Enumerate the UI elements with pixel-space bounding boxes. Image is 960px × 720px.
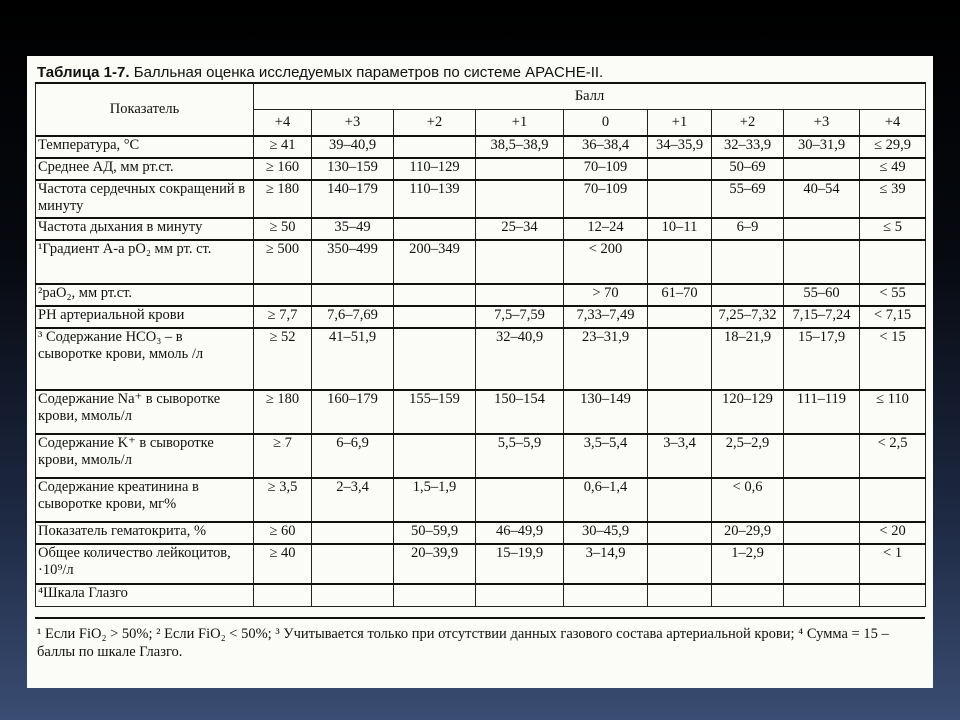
score-cell	[394, 218, 476, 240]
score-cell	[860, 584, 926, 606]
score-cell: 15–19,9	[476, 544, 564, 584]
score-cell: 25–34	[476, 218, 564, 240]
row-label: Содержание креатинина в сыворотке крови, мг%	[36, 478, 254, 522]
score-cell	[784, 584, 860, 606]
score-cell	[648, 328, 712, 390]
score-cell: 3–3,4	[648, 434, 712, 478]
score-cell	[476, 240, 564, 284]
score-cell: 36–38,4	[564, 136, 648, 158]
score-cell: ≥ 500	[254, 240, 312, 284]
score-cell: 120–129	[712, 390, 784, 434]
score-cell: 32–33,9	[712, 136, 784, 158]
score-cell: 30–45,9	[564, 522, 648, 544]
score-cell: < 15	[860, 328, 926, 390]
table-row	[36, 284, 926, 306]
score-cell: > 70	[564, 284, 648, 306]
score-cell	[394, 434, 476, 478]
row-label: Частота сердечных сокращений в минуту	[36, 180, 254, 218]
score-cell: < 55	[860, 284, 926, 306]
score-cell: 30–31,9	[784, 136, 860, 158]
score-col-header: +1	[476, 109, 564, 136]
score-cell: 50–69	[712, 158, 784, 180]
row-label: РН артериальной крови	[36, 306, 254, 328]
row-label: ⁴Шкала Глазго	[36, 584, 254, 606]
score-cell: ≥ 160	[254, 158, 312, 180]
score-cell	[784, 240, 860, 284]
apache-table	[35, 82, 926, 607]
score-cell: ≤ 39	[860, 180, 926, 218]
score-cell: 18–21,9	[712, 328, 784, 390]
row-label: ³ Содержание НСО₃ – в сыворотке крови, ммоль /л	[36, 328, 254, 390]
score-cell: 38,5–38,9	[476, 136, 564, 158]
score-cell: 1,5–1,9	[394, 478, 476, 522]
table-row	[36, 390, 926, 434]
score-cell: 70–109	[564, 180, 648, 218]
score-cell: 5,5–5,9	[476, 434, 564, 478]
score-cell	[312, 522, 394, 544]
score-cell: 34–35,9	[648, 136, 712, 158]
score-cell: 55–69	[712, 180, 784, 218]
score-cell: 70–109	[564, 158, 648, 180]
score-cell	[860, 240, 926, 284]
score-cell: 1–2,9	[712, 544, 784, 584]
score-cell: 61–70	[648, 284, 712, 306]
score-cell: 6–6,9	[312, 434, 394, 478]
score-cell	[476, 180, 564, 218]
score-cell	[784, 434, 860, 478]
score-cell: 20–39,9	[394, 544, 476, 584]
score-cell	[312, 284, 394, 306]
score-cell: 2–3,4	[312, 478, 394, 522]
table-row	[36, 544, 926, 584]
table-caption	[35, 56, 925, 82]
score-cell: 155–159	[394, 390, 476, 434]
score-cell: ≥ 7,7	[254, 306, 312, 328]
score-col-header: +4	[254, 109, 312, 136]
score-cell: 2,5–2,9	[712, 434, 784, 478]
score-cell: 12–24	[564, 218, 648, 240]
score-cell	[648, 478, 712, 522]
score-cell: 3,5–5,4	[564, 434, 648, 478]
row-label: Частота дыхания в минуту	[36, 218, 254, 240]
score-cell: ≥ 50	[254, 218, 312, 240]
score-cell	[648, 158, 712, 180]
score-cell: < 0,6	[712, 478, 784, 522]
score-header: Балл	[254, 83, 926, 109]
score-cell: 7,33–7,49	[564, 306, 648, 328]
score-cell	[476, 158, 564, 180]
score-cell: 7,15–7,24	[784, 306, 860, 328]
table-row	[36, 434, 926, 478]
score-cell: ≤ 5	[860, 218, 926, 240]
score-cell: ≤ 110	[860, 390, 926, 434]
row-label: Содержание K⁺ в сыворотке крови, ммоль/л	[36, 434, 254, 478]
table-row	[36, 158, 926, 180]
score-col-header: 0	[564, 109, 648, 136]
table-row	[36, 478, 926, 522]
table-footnotes: ¹ Если FiO₂ > 50%; ² Если FiO₂ < 50%; ³ Учитывается только при отсутствии данных газового состава артериальной крови; ⁴ Сумма = 15 – баллы по шкале Глазго.	[35, 617, 925, 661]
score-cell	[394, 306, 476, 328]
score-cell	[784, 218, 860, 240]
row-label: ¹Градиент А-а рО₂ мм рт. ст.	[36, 240, 254, 284]
score-cell: 6–9	[712, 218, 784, 240]
score-cell: ≥ 52	[254, 328, 312, 390]
score-cell	[476, 584, 564, 606]
row-label: Показатель гематокрита, %	[36, 522, 254, 544]
score-cell: 111–119	[784, 390, 860, 434]
score-cell: ≥ 180	[254, 180, 312, 218]
score-cell	[784, 522, 860, 544]
score-cell: 46–49,9	[476, 522, 564, 544]
score-cell	[712, 240, 784, 284]
score-cell	[712, 284, 784, 306]
score-col-header: +3	[312, 109, 394, 136]
score-cell: ≥ 60	[254, 522, 312, 544]
score-cell: 110–139	[394, 180, 476, 218]
row-label: Содержание Na⁺ в сыворотке крови, ммоль/л	[36, 390, 254, 434]
row-label: Среднее АД, мм рт.ст.	[36, 158, 254, 180]
score-cell: 150–154	[476, 390, 564, 434]
score-cell: 32–40,9	[476, 328, 564, 390]
score-cell: ≥ 41	[254, 136, 312, 158]
score-cell	[648, 522, 712, 544]
score-cell: < 2,5	[860, 434, 926, 478]
row-label: Общее количество лейкоцитов, ·10⁹/л	[36, 544, 254, 584]
score-cell	[648, 390, 712, 434]
caption-text: Балльная оценка исследуемых параметров по системе APACHE-II.	[133, 64, 604, 81]
score-cell: < 200	[564, 240, 648, 284]
score-cell: 0,6–1,4	[564, 478, 648, 522]
score-cell: ≥ 3,5	[254, 478, 312, 522]
score-cell: 41–51,9	[312, 328, 394, 390]
score-cell: 7,5–7,59	[476, 306, 564, 328]
row-label: ²раО₂, мм рт.ст.	[36, 284, 254, 306]
score-cell: 350–499	[312, 240, 394, 284]
score-cell	[784, 544, 860, 584]
score-cell: ≥ 7	[254, 434, 312, 478]
score-cell: 130–159	[312, 158, 394, 180]
score-cell	[476, 478, 564, 522]
score-col-header: +2	[394, 109, 476, 136]
score-cell: ≥ 180	[254, 390, 312, 434]
score-cell	[394, 136, 476, 158]
score-cell: 130–149	[564, 390, 648, 434]
score-cell: < 7,15	[860, 306, 926, 328]
score-cell: 35–49	[312, 218, 394, 240]
score-cell: 110–129	[394, 158, 476, 180]
table-row	[36, 240, 926, 284]
score-cell: 200–349	[394, 240, 476, 284]
score-cell: 20–29,9	[712, 522, 784, 544]
score-cell	[394, 284, 476, 306]
score-cell: 10–11	[648, 218, 712, 240]
table-row	[36, 584, 926, 606]
score-cell: ≥ 40	[254, 544, 312, 584]
score-cell	[784, 478, 860, 522]
score-cell: 50–59,9	[394, 522, 476, 544]
score-cell	[476, 284, 564, 306]
score-cell: 3–14,9	[564, 544, 648, 584]
score-cell: 140–179	[312, 180, 394, 218]
table-row	[36, 218, 926, 240]
score-cell: 23–31,9	[564, 328, 648, 390]
score-cell	[648, 584, 712, 606]
score-cell	[394, 584, 476, 606]
table-row	[36, 180, 926, 218]
score-cell: 7,6–7,69	[312, 306, 394, 328]
score-cell: 40–54	[784, 180, 860, 218]
score-cell	[254, 284, 312, 306]
score-cell: 39–40,9	[312, 136, 394, 158]
score-col-header: +4	[860, 109, 926, 136]
score-cell	[784, 158, 860, 180]
score-cell: < 1	[860, 544, 926, 584]
score-cell	[254, 584, 312, 606]
table-row	[36, 522, 926, 544]
score-col-header: +2	[712, 109, 784, 136]
score-cell: < 20	[860, 522, 926, 544]
table-row	[36, 306, 926, 328]
caption-prefix: Таблица 1-7.	[37, 64, 130, 81]
score-cell	[312, 584, 394, 606]
score-cell	[648, 306, 712, 328]
score-cell	[712, 584, 784, 606]
score-col-header: +3	[784, 109, 860, 136]
indicator-header: Показатель	[36, 83, 254, 136]
score-cell: 15–17,9	[784, 328, 860, 390]
score-cell	[312, 544, 394, 584]
score-cell: 7,25–7,32	[712, 306, 784, 328]
score-col-header: +1	[648, 109, 712, 136]
score-cell	[860, 478, 926, 522]
score-cell: ≤ 29,9	[860, 136, 926, 158]
score-cell	[564, 584, 648, 606]
score-cell	[648, 240, 712, 284]
score-cell	[648, 544, 712, 584]
score-cell	[394, 328, 476, 390]
score-cell: 160–179	[312, 390, 394, 434]
score-cell	[648, 180, 712, 218]
score-cell: ≤ 49	[860, 158, 926, 180]
table-row	[36, 136, 926, 158]
table-row	[36, 328, 926, 390]
score-cell: 55–60	[784, 284, 860, 306]
row-label: Температура, °С	[36, 136, 254, 158]
slide-page	[27, 56, 933, 688]
